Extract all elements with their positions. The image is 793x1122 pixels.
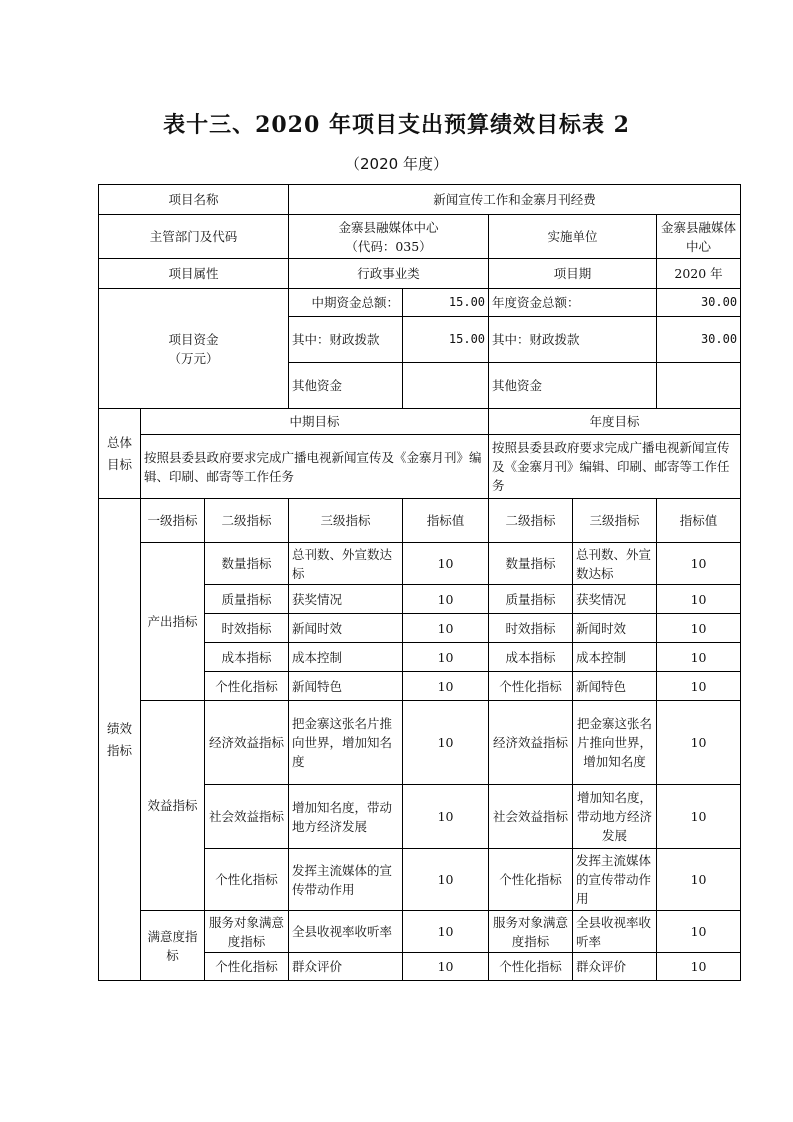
page-title: 表十三、2020 年项目支出预算绩效目标表 2 (163, 112, 630, 138)
col-mid-level2: 二级指标 (205, 499, 289, 543)
col-yr-level2: 二级指标 (489, 499, 573, 543)
year-goal-text: 按照县委县政府要求完成广播电视新闻宣传及《金寨月刊》编辑、印刷、邮寄等工作任务 (489, 435, 741, 499)
table-row (99, 543, 741, 585)
col-mid-level3: 三级指标 (289, 499, 403, 543)
project-name-label: 项目名称 (99, 185, 289, 215)
cell-l2: 时效指标 (489, 614, 573, 643)
year-total-label: 年度资金总额： (489, 289, 657, 317)
cell-value: 10 (403, 543, 489, 585)
cell-l2: 成本指标 (489, 643, 573, 672)
table-row (99, 911, 741, 953)
cell-l3: 新闻时效 (573, 614, 657, 643)
funds-label: 项目资金 (168, 331, 219, 347)
attr-value: 行政事业类 (289, 259, 489, 289)
cell-l2: 质量指标 (205, 585, 289, 614)
cell-l2: 个性化指标 (205, 672, 289, 701)
row-funds-total (99, 289, 741, 317)
cell-l3: 全县收视率收听率 (289, 911, 403, 953)
year-fiscal-label: 其中：财政拨款 (489, 317, 657, 363)
cell-value: 10 (403, 701, 489, 785)
year-total-value: 30.00 (657, 289, 741, 317)
cell-value: 10 (403, 953, 489, 981)
period-label: 项目期 (489, 259, 657, 289)
year-other-label: 其他资金 (489, 363, 657, 409)
group-benefit-label: 效益指标 (141, 701, 205, 911)
col-level1: 一级指标 (141, 499, 205, 543)
cell-value: 10 (657, 701, 741, 785)
cell-l2: 数量指标 (489, 543, 573, 585)
cell-l3: 发挥主流媒体的宣传带动作用 (573, 849, 657, 911)
cell-l2: 社会效益指标 (489, 785, 573, 849)
cell-l2: 时效指标 (205, 614, 289, 643)
cell-value: 10 (657, 543, 741, 585)
page-subtitle: （2020 年度） (345, 155, 448, 173)
cell-l2: 个性化指标 (489, 953, 573, 981)
row-indicator-header (99, 499, 741, 543)
year-fiscal-value: 30.00 (657, 317, 741, 363)
cell-value: 10 (657, 672, 741, 701)
row-goals-header (99, 409, 741, 435)
dept-value (289, 215, 489, 259)
row-attribute (99, 259, 741, 289)
cell-l3: 新闻特色 (289, 672, 403, 701)
mid-total-value: 15.00 (403, 289, 489, 317)
impl-label: 实施单位 (489, 215, 657, 259)
dept-name: 金寨县融媒体中心 (338, 219, 439, 235)
cell-l3: 群众评价 (573, 953, 657, 981)
funds-label-cell (99, 289, 289, 409)
funds-unit: （万元） (168, 350, 219, 366)
mid-fiscal-value: 15.00 (403, 317, 489, 363)
cell-value: 10 (657, 614, 741, 643)
col-yr-level3: 三级指标 (573, 499, 657, 543)
mid-total-label: 中期资金总额： (289, 289, 403, 317)
cell-l2: 成本指标 (205, 643, 289, 672)
cell-l2: 服务对象满意度指标 (489, 911, 573, 953)
cell-value: 10 (657, 585, 741, 614)
dept-code: （代码：035） (345, 238, 432, 254)
cell-value: 10 (403, 614, 489, 643)
dept-label: 主管部门及代码 (99, 215, 289, 259)
cell-l2: 个性化指标 (489, 849, 573, 911)
row-project-name (99, 185, 741, 215)
cell-l2: 经济效益指标 (489, 701, 573, 785)
table-row (99, 701, 741, 785)
period-value: 2020 年 (657, 259, 741, 289)
cell-value: 10 (657, 643, 741, 672)
cell-l3: 成本控制 (573, 643, 657, 672)
cell-l3: 总刊数、外宣数达标 (573, 543, 657, 585)
cell-value: 10 (657, 849, 741, 911)
year-other-value (657, 363, 741, 409)
cell-l3: 群众评价 (289, 953, 403, 981)
cell-value: 10 (657, 953, 741, 981)
cell-l2: 服务对象满意度指标 (205, 911, 289, 953)
cell-l3: 新闻时效 (289, 614, 403, 643)
cell-l2: 质量指标 (489, 585, 573, 614)
mid-goal-header: 中期目标 (141, 409, 489, 435)
row-goals-text (99, 435, 741, 499)
mid-other-label: 其他资金 (289, 363, 403, 409)
cell-value: 10 (657, 785, 741, 849)
cell-l3: 总刊数、外宣数达标 (289, 543, 403, 585)
cell-l3: 增加知名度，带动地方经济发展 (573, 785, 657, 849)
cell-value: 10 (403, 911, 489, 953)
project-name-value: 新闻宣传工作和金寨月刊经费 (289, 185, 741, 215)
cell-l3: 全县收视率收听率 (573, 911, 657, 953)
cell-l3: 新闻特色 (573, 672, 657, 701)
cell-l2: 经济效益指标 (205, 701, 289, 785)
impl-value: 金寨县融媒体中心 (657, 215, 741, 259)
cell-l3: 把金寨这张名片推向世界，增加知名度 (573, 701, 657, 785)
cell-value: 10 (403, 585, 489, 614)
performance-goal-table (98, 184, 741, 981)
cell-l3: 把金寨这张名片推向世界，增加知名度 (289, 701, 403, 785)
group-output-label: 产出指标 (141, 543, 205, 701)
cell-l3: 成本控制 (289, 643, 403, 672)
cell-value: 10 (403, 849, 489, 911)
attr-label: 项目属性 (99, 259, 289, 289)
cell-l3: 获奖情况 (289, 585, 403, 614)
row-department (99, 215, 741, 259)
cell-value: 10 (403, 672, 489, 701)
cell-l3: 获奖情况 (573, 585, 657, 614)
mid-fiscal-label: 其中：财政拨款 (289, 317, 403, 363)
cell-l2: 数量指标 (205, 543, 289, 585)
cell-value: 10 (403, 643, 489, 672)
mid-other-value (403, 363, 489, 409)
year-goal-header: 年度目标 (489, 409, 741, 435)
goals-label: 总体目标 (99, 409, 141, 499)
col-yr-value: 指标值 (657, 499, 741, 543)
cell-l2: 社会效益指标 (205, 785, 289, 849)
cell-value: 10 (403, 785, 489, 849)
group-satisfaction-label: 满意度指标 (141, 911, 205, 981)
indicators-label: 绩效指标 (99, 499, 141, 981)
cell-l2: 个性化指标 (489, 672, 573, 701)
cell-l2: 个性化指标 (205, 953, 289, 981)
mid-goal-text: 按照县委县政府要求完成广播电视新闻宣传及《金寨月刊》编辑、印刷、邮寄等工作任务 (141, 435, 489, 499)
cell-l3: 增加知名度，带动地方经济发展 (289, 785, 403, 849)
cell-l2: 个性化指标 (205, 849, 289, 911)
cell-l3: 发挥主流媒体的宣传带动作用 (289, 849, 403, 911)
col-mid-value: 指标值 (403, 499, 489, 543)
cell-value: 10 (657, 911, 741, 953)
